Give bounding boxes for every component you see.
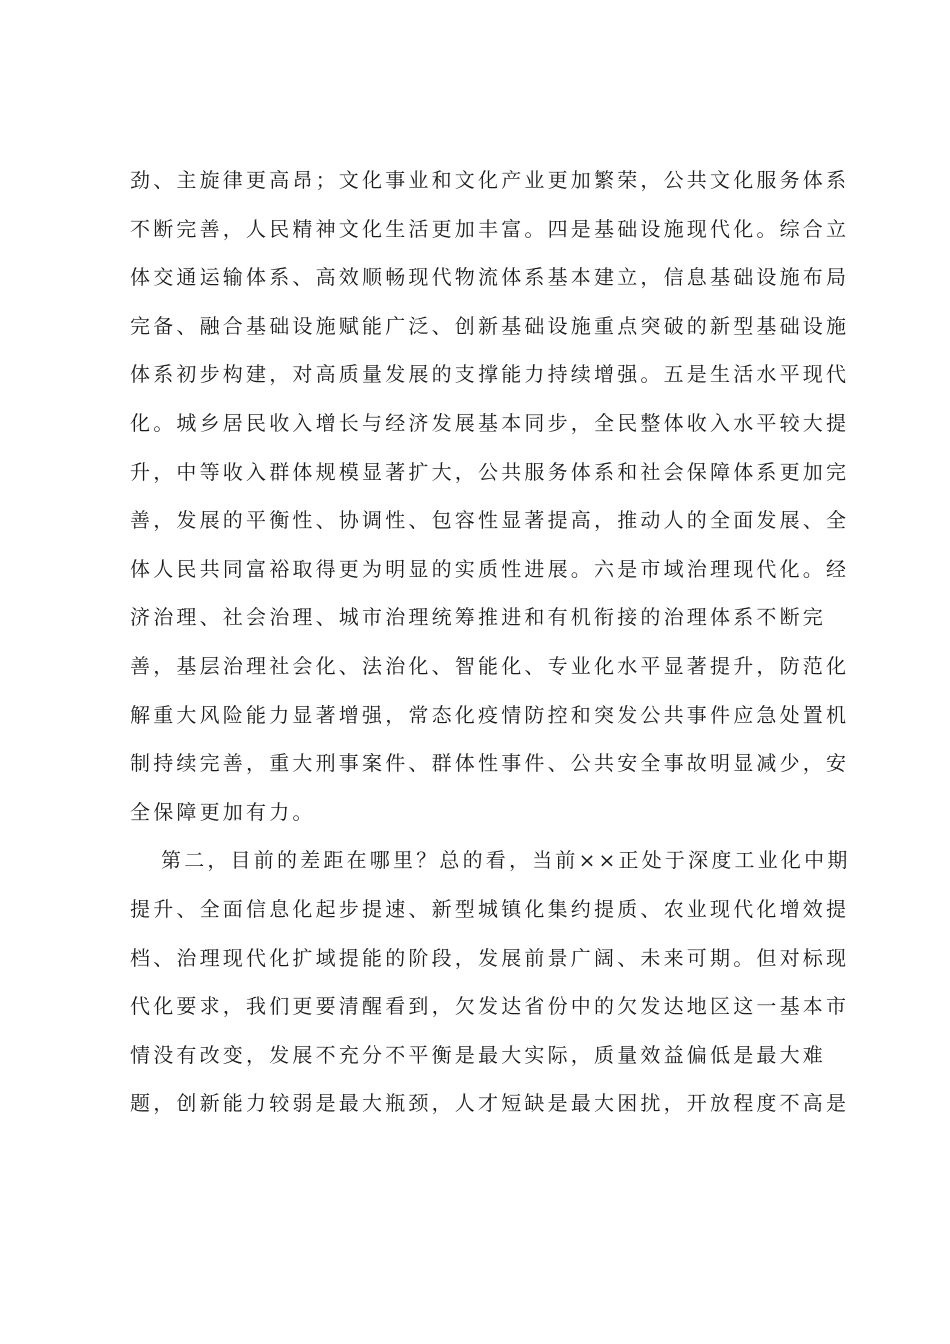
paragraph-start-line: 第二，目前的差距在哪里？总的看，当前××正处于深度工业化中期 xyxy=(161,848,851,873)
text-line: 全保障更加有力。 xyxy=(130,799,316,824)
text-line: 档、治理现代化扩域提能的阶段，发展前景广阔、未来可期。但对标现 xyxy=(130,945,850,970)
text-line: 题，创新能力较弱是最大瓶颈，人才短缺是最大困扰，开放程度不高是 xyxy=(130,1091,850,1116)
text-line: 解重大风险能力显著增强，常态化疫情防控和突发公共事件应急处置机 xyxy=(130,702,850,727)
text-line: 代化要求，我们更要清醒看到，欠发达省份中的欠发达地区这一基本市 xyxy=(130,994,850,1019)
text-line: 情没有改变，发展不充分不平衡是最大实际，质量效益偏低是最大难 xyxy=(130,1042,826,1067)
text-line: 体人民共同富裕取得更为明显的实质性进展。六是市域治理现代化。经 xyxy=(130,556,850,581)
text-line: 体交通运输体系、高效顺畅现代物流体系基本建立，信息基础设施布局 xyxy=(130,265,850,290)
text-line: 化。城乡居民收入增长与经济发展基本同步，全民整体收入水平较大提 xyxy=(130,410,850,435)
text-line: 善，基层治理社会化、法治化、智能化、专业化水平显著提升，防范化 xyxy=(130,653,850,678)
text-line: 制持续完善，重大刑事案件、群体性事件、公共安全事故明显减少，安 xyxy=(130,751,850,776)
body-text xyxy=(130,156,851,1128)
text-line: 体系初步构建，对高质量发展的支撑能力持续增强。五是生活水平现代 xyxy=(130,362,850,387)
text-line: 完备、融合基础设施赋能广泛、创新基础设施重点突破的新型基础设施 xyxy=(130,313,850,338)
text-line: 不断完善，人民精神文化生活更加丰富。四是基础设施现代化。综合立 xyxy=(130,216,850,241)
text-line: 济治理、社会治理、城市治理统筹推进和有机衔接的治理体系不断完 xyxy=(130,605,826,630)
text-line: 升，中等收入群体规模显著扩大，公共服务体系和社会保障体系更加完 xyxy=(130,459,850,484)
text-line: 善，发展的平衡性、协调性、包容性显著提高，推动人的全面发展、全 xyxy=(130,508,850,533)
text-line: 劲、主旋律更高昂；文化事业和文化产业更加繁荣，公共文化服务体系 xyxy=(130,168,850,192)
text-line: 提升、全面信息化起步提速、新型城镇化集约提质、农业现代化增效提 xyxy=(130,896,850,921)
